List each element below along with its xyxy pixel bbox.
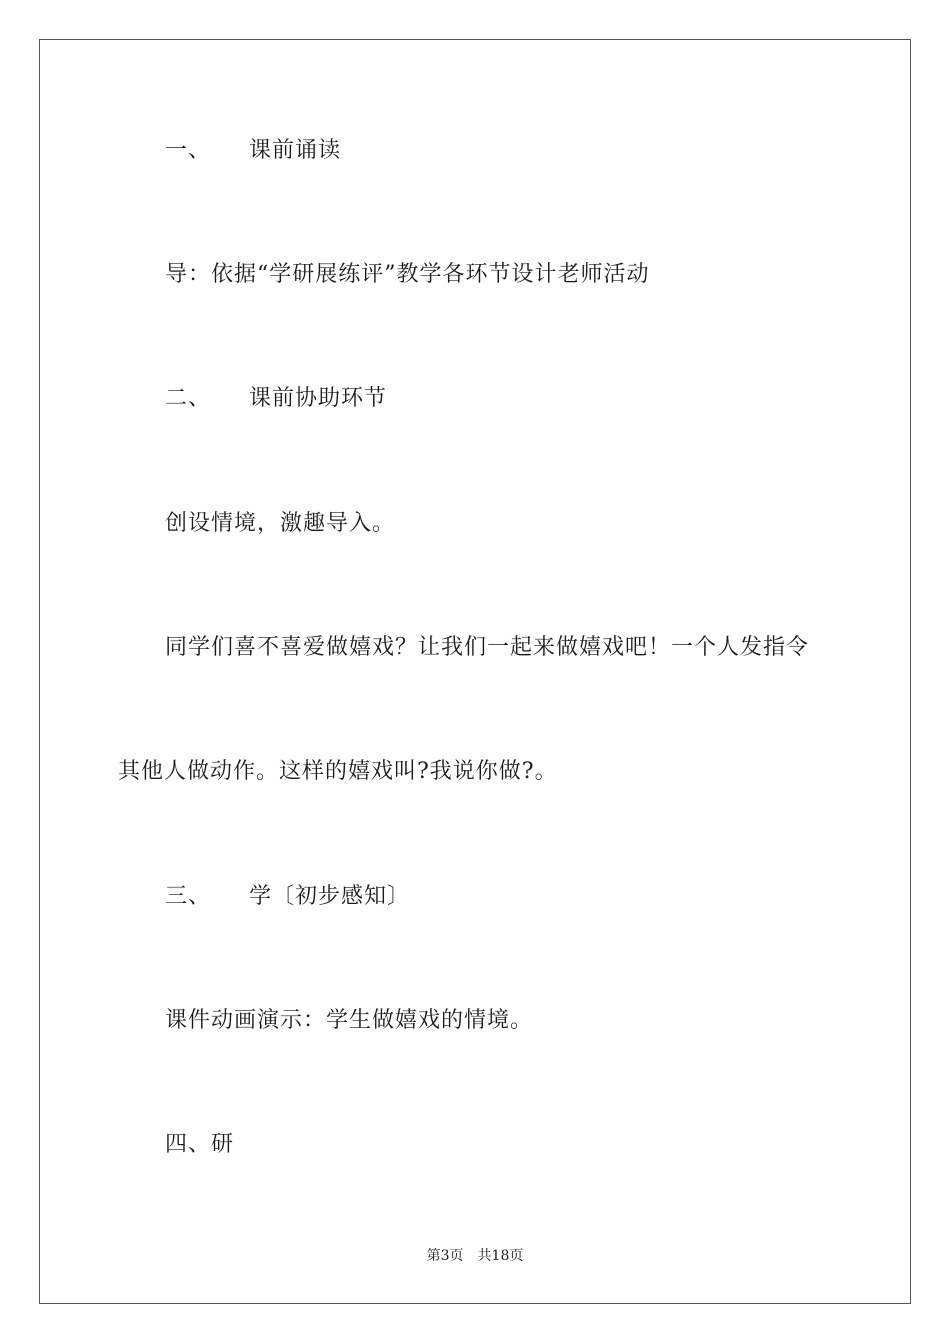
section-number: 四、 xyxy=(165,1132,212,1157)
section-number: 一、 xyxy=(165,138,212,163)
section-heading-3 xyxy=(165,884,410,910)
paragraph-guide: 导：依据“学研展练评”教学各环节设计老师活动 xyxy=(165,262,650,287)
section-title: 课前协助环节 xyxy=(249,386,388,411)
section-heading-2 xyxy=(165,386,387,412)
paragraph-question-line1: 同学们喜不喜爱做嬉戏？让我们一起来做嬉戏吧！一个人发指令 xyxy=(165,635,810,660)
page-border xyxy=(39,39,911,1304)
page-total: 共18页 xyxy=(477,1248,524,1264)
section-title: 研 xyxy=(211,1132,235,1157)
section-heading-1 xyxy=(165,138,341,164)
page-number: 第3页 xyxy=(426,1248,464,1264)
section-title: 课前诵读 xyxy=(249,138,342,163)
paragraph-question-line2: 其他人做动作。这样的嬉戏叫?我说你做?。 xyxy=(118,759,558,784)
paragraph-animation: 课件动画演示：学生做嬉戏的情境。 xyxy=(165,1008,534,1033)
section-heading-4 xyxy=(165,1132,234,1158)
section-number: 三、 xyxy=(165,884,212,909)
section-title: 学〔初步感知〕 xyxy=(249,884,411,909)
paragraph-intro: 创设情境，激趣导入。 xyxy=(165,511,396,536)
section-number: 二、 xyxy=(165,386,212,411)
page-footer xyxy=(0,1247,950,1265)
